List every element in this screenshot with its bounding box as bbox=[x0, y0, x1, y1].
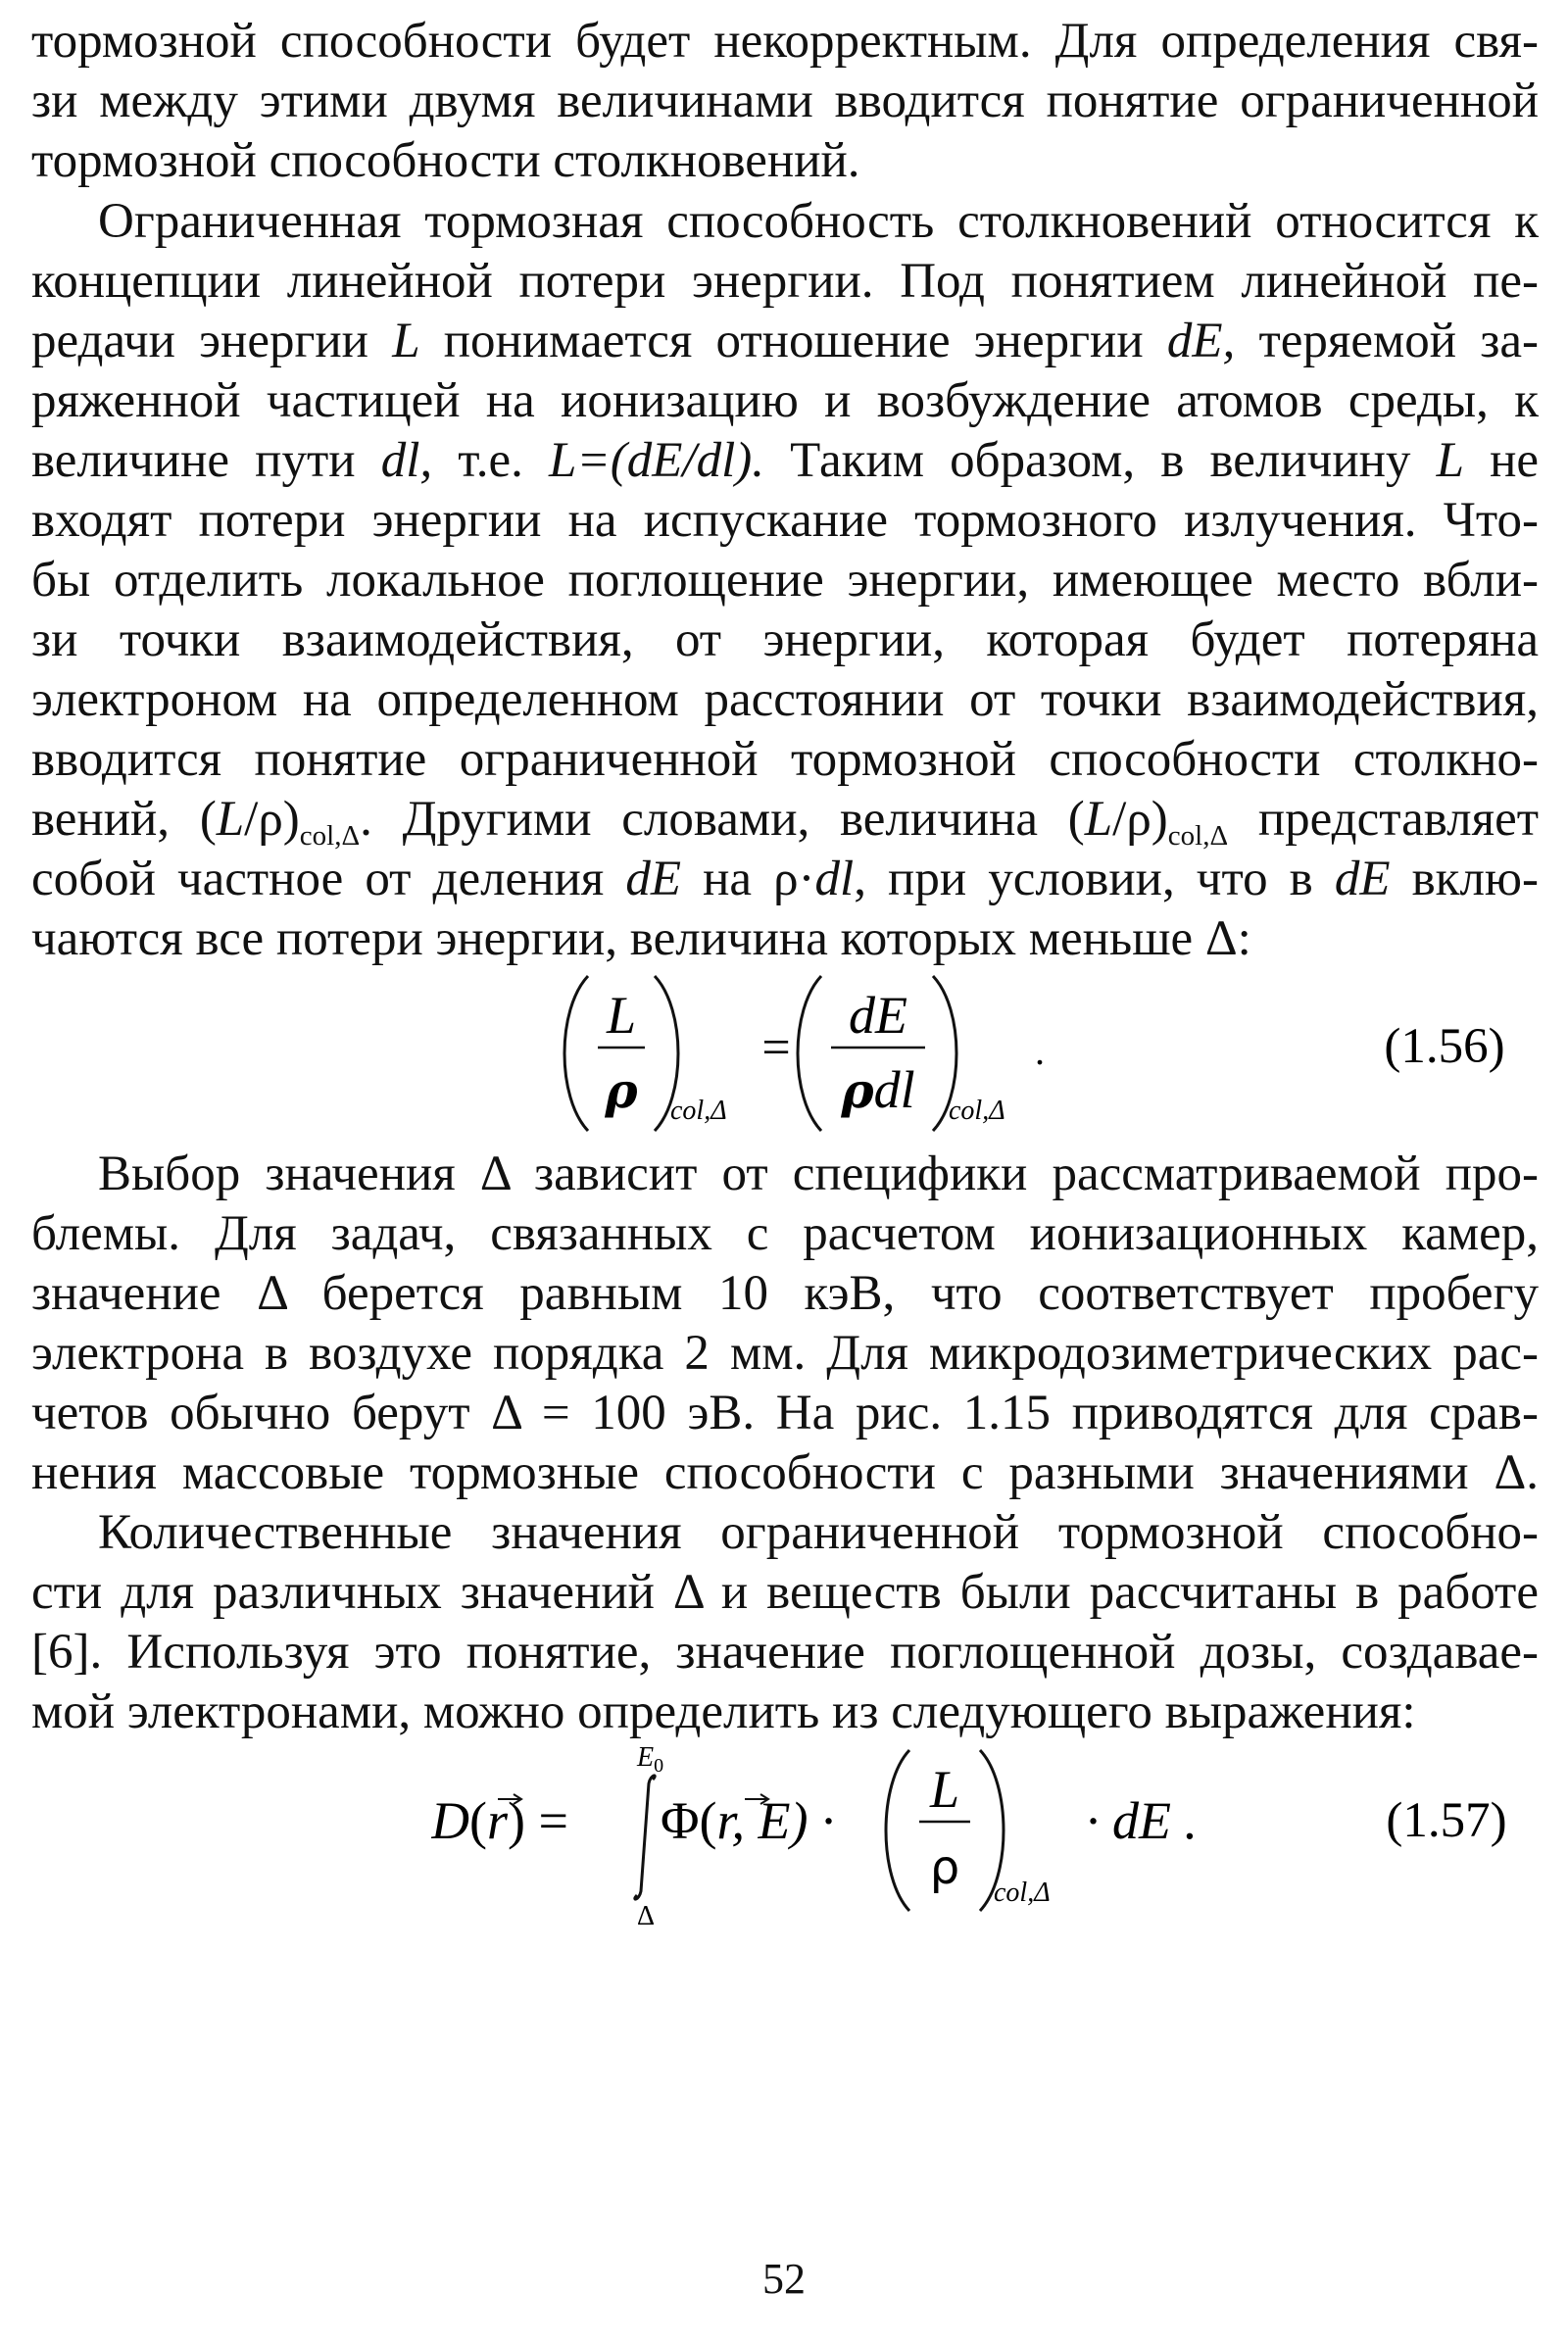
eq157-tail: · dE . bbox=[1086, 1791, 1198, 1850]
integral-upper-sub: 0 bbox=[654, 1755, 664, 1777]
svg-text:ρdl bbox=[840, 1060, 914, 1119]
eq157-E: , E) · bbox=[731, 1791, 835, 1850]
text-line: бы отделить локальное поглощение энергии, имеющее место вбли- bbox=[31, 553, 1539, 608]
eq157-frac-sub: col,Δ bbox=[994, 1878, 1051, 1908]
text-line: концепции линейной потери энергии. Под понятием линейной пе- bbox=[31, 254, 1539, 309]
text-line: сти для различных значений Δ и веществ были рассчитаны в работе bbox=[31, 1565, 1539, 1620]
text-line: чаются все потери энергии, величина которых меньше Δ: bbox=[31, 911, 1251, 966]
equation-1-56 bbox=[549, 970, 1539, 1137]
integral-lower: Δ bbox=[637, 1901, 656, 1926]
text-line: нения массовые тормозные способности с разными значениями Δ. bbox=[31, 1445, 1539, 1500]
text-line: входят потери энергии на испускание тормозного излучения. Что- bbox=[31, 493, 1539, 548]
text-line: [6]. Используя это понятие, значение поглощенной дозы, создавае- bbox=[31, 1625, 1539, 1680]
eq156-rhs-rho: ρ bbox=[841, 1061, 874, 1119]
text-line: Количественные значения ограниченной тормозной способно- bbox=[98, 1505, 1539, 1560]
page-number: 52 bbox=[762, 2255, 806, 2303]
text-line: тормозной способности столкновений. bbox=[31, 133, 860, 188]
eq156-lhs-sub: col,Δ bbox=[670, 1096, 727, 1126]
eq157-r2: r bbox=[716, 1791, 732, 1850]
equation-number: (1.56) bbox=[1384, 1019, 1505, 1074]
equation-number: (1.57) bbox=[1386, 1793, 1507, 1848]
text-line: электроном на определенном расстоянии от точки взаимодействия, bbox=[31, 672, 1539, 727]
eq156-lhs-num: L bbox=[606, 986, 637, 1045]
svg-text:E0 bbox=[636, 1744, 663, 1777]
eq156-dot: . bbox=[1035, 1029, 1045, 1073]
text-line: электрона в воздухе порядка 2 мм. Для микродозиметрических рас- bbox=[31, 1326, 1539, 1381]
text-line: мой электронами, можно определить из следующего выражения: bbox=[31, 1684, 1416, 1739]
eq156-rhs-num: dE bbox=[849, 986, 907, 1045]
eq157-phi: Φ( bbox=[661, 1791, 717, 1850]
eq156-rhs-sub: col,Δ bbox=[949, 1096, 1005, 1126]
eq156-equals: = bbox=[761, 1020, 791, 1076]
text-line: блемы. Для задач, связанных с расчетом ионизационных камер, bbox=[31, 1206, 1539, 1261]
text-line: тормозной способности будет некорректным. Для определения свя- bbox=[31, 14, 1539, 69]
equation-1-57 bbox=[431, 1744, 1539, 1926]
integral-upper: E bbox=[637, 1744, 655, 1773]
eq157-frac-den: ρ bbox=[929, 1840, 960, 1895]
text-line: вений, (L/ρ)col,Δ. Другими словами, величина (L/ρ)col,Δ представляет bbox=[31, 792, 1539, 852]
eq156-lhs-den: ρ bbox=[605, 1061, 638, 1119]
eq157-frac-num: L bbox=[929, 1760, 960, 1819]
text-line: ряженной частицей на ионизацию и возбуждение атомов среды, к bbox=[31, 373, 1539, 428]
text-line: собой частное от деления dE на ρ·dl, при условии, что в dE вклю- bbox=[31, 852, 1539, 906]
text-line: редачи энергии L понимается отношение энергии dE, теряемой за- bbox=[31, 314, 1539, 368]
text-line: четов обычно берут Δ = 100 эВ. На рис. 1.15 приводятся для срав- bbox=[31, 1386, 1539, 1440]
svg-text:D(r) =: D(r) = bbox=[431, 1791, 568, 1850]
text-line: величине пути dl, т.е. L=(dE/dl). Таким образом, в величину L не bbox=[31, 433, 1540, 488]
text-line: значение Δ берется равным 10 кэВ, что соответствует пробегу bbox=[31, 1266, 1539, 1321]
text-line: Ограниченная тормозная способность столкновений относится к bbox=[98, 194, 1539, 249]
text-line: зи между этими двумя величинами вводится понятие ограниченной bbox=[31, 73, 1539, 128]
text-line: Выбор значения Δ зависит от специфики рассматриваемой про- bbox=[98, 1147, 1539, 1201]
eq157-D: D bbox=[431, 1791, 469, 1850]
text-line: зи точки взаимодействия, от энергии, которая будет потеряна bbox=[31, 612, 1539, 667]
text-line: вводится понятие ограниченной тормозной способности столкно- bbox=[31, 732, 1539, 787]
eq157-r: r bbox=[486, 1791, 508, 1850]
eq156-rhs-dl: dl bbox=[873, 1060, 915, 1119]
